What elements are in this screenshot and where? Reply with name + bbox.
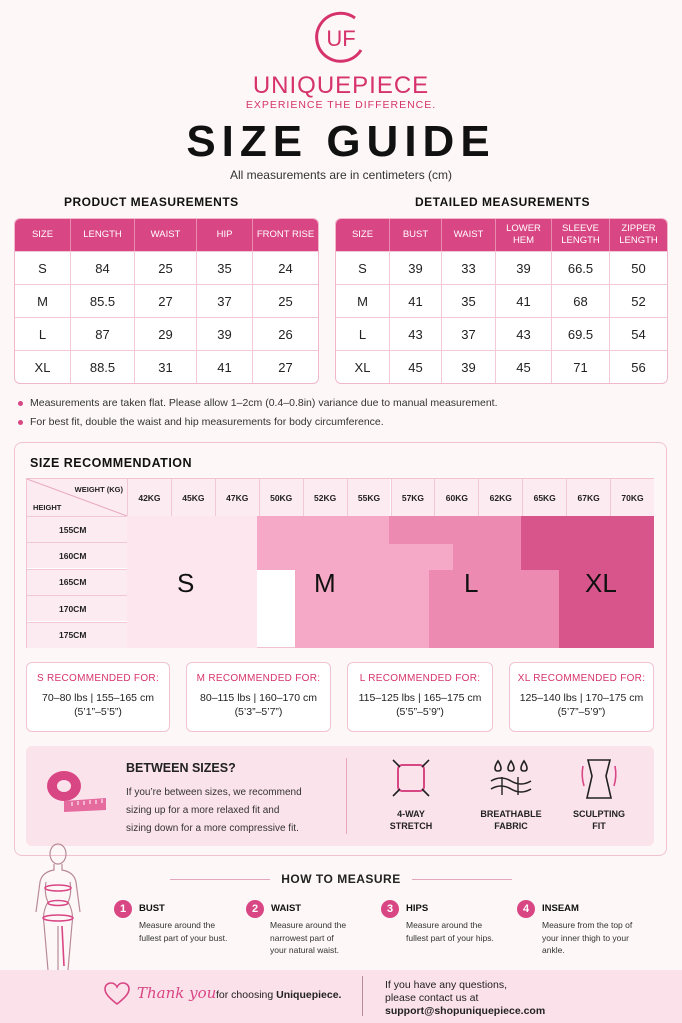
table-cell: 41 — [197, 350, 253, 383]
height-row-header: 170CM — [27, 595, 127, 621]
table-cell: 37 — [442, 317, 496, 350]
table-cell: 43 — [496, 317, 552, 350]
recommend-card-xl — [509, 662, 654, 732]
step-desc — [542, 919, 662, 957]
table-cell: 69.5 — [552, 317, 610, 350]
table-cell: 37 — [197, 284, 253, 317]
grid-corner — [27, 479, 127, 516]
size-label-l: L — [464, 568, 479, 598]
table-cell: 45 — [390, 350, 442, 383]
feature-line: BREATHABLE — [480, 809, 542, 819]
table-cell: 84 — [71, 251, 135, 284]
table-cell: 87 — [71, 317, 135, 350]
feature-line: STRETCH — [389, 821, 433, 831]
table-cell: 85.5 — [71, 284, 135, 317]
weight-column-header: 67KG — [566, 479, 610, 516]
table-row — [15, 317, 318, 350]
step-desc — [270, 919, 380, 957]
weight-column-header: 70KG — [610, 479, 654, 516]
table-cell: 50 — [610, 251, 667, 284]
table-cell: M — [336, 284, 390, 317]
weight-axis-label: WEIGHT (KG) — [74, 485, 123, 494]
note-fit — [18, 416, 384, 428]
zone-m-mid — [389, 544, 453, 570]
table-header: LENGTH — [71, 219, 135, 251]
table-header: HIP — [197, 219, 253, 251]
table-cell: 56 — [610, 350, 667, 383]
table-cell: 29 — [135, 317, 197, 350]
table-cell: 39 — [390, 251, 442, 284]
weight-column-header: 57KG — [391, 479, 435, 516]
table-cell: S — [15, 251, 71, 284]
brand-logo — [311, 10, 371, 66]
card-height: (5’3”–5’7”) — [234, 706, 283, 718]
step-desc-line: Measure around the — [406, 920, 483, 930]
zone-l-mid — [453, 544, 521, 570]
weight-column-header: 50KG — [259, 479, 303, 516]
table-cell: 71 — [552, 350, 610, 383]
card-height: (5’1”–5’5”) — [74, 706, 122, 718]
table-cell: XL — [336, 350, 390, 383]
table-cell: 39 — [496, 251, 552, 284]
note-flat — [18, 397, 498, 409]
table-cell: XL — [15, 350, 71, 383]
feature-sculpting — [566, 808, 632, 832]
table-row — [15, 251, 318, 284]
table-cell: L — [15, 317, 71, 350]
table-cell: L — [336, 317, 390, 350]
table-header: ZIPPER LENGTH — [610, 219, 667, 251]
card-title: S RECOMMENDED FOR: — [36, 673, 160, 684]
height-row-header: 160CM — [27, 542, 127, 568]
step-title-waist: WAIST — [271, 903, 302, 914]
table-cell: 41 — [390, 284, 442, 317]
recommend-card-m — [186, 662, 331, 732]
feature-stretch — [378, 808, 444, 832]
table-cell: 39 — [197, 317, 253, 350]
divider — [346, 758, 347, 834]
table-cell: 26 — [253, 317, 318, 350]
step-number: 1 — [114, 900, 132, 918]
support-email-link[interactable]: support@shopuniquepiece.com — [385, 1005, 546, 1017]
table-cell: 45 — [496, 350, 552, 383]
weight-column-header: 62KG — [478, 479, 522, 516]
size-label-m: M — [314, 568, 336, 598]
card-title: M RECOMMENDED FOR: — [196, 673, 321, 684]
heart-icon — [104, 982, 130, 1011]
table-cell: 27 — [253, 350, 318, 383]
table-header: LOWER HEM — [496, 219, 552, 251]
table-cell: 39 — [442, 350, 496, 383]
product-measurements-table — [14, 218, 319, 384]
size-label-s: S — [177, 568, 195, 598]
size-label-xl: XL — [585, 568, 617, 598]
card-range: 80–115 lbs | 160–170 cm — [200, 692, 317, 704]
page-title: SIZE GUIDE — [186, 117, 496, 166]
table-row — [15, 350, 318, 383]
body-figure-icon — [18, 842, 98, 975]
table-header: SIZE — [15, 219, 71, 251]
sculpting-icon — [580, 756, 618, 807]
weight-column-header: 52KG — [303, 479, 347, 516]
step-desc-line: your inner thigh to your — [542, 932, 629, 943]
table-row — [15, 284, 318, 317]
table-header: FRONT RISE — [253, 219, 318, 251]
step-desc-line: fullest part of your hips. — [406, 932, 494, 943]
height-axis-label: HEIGHT — [33, 503, 62, 512]
step-desc — [406, 919, 516, 944]
card-range: 125–140 lbs | 170–175 cm — [519, 692, 644, 704]
table-cell: 25 — [253, 284, 318, 317]
table-cell: 31 — [135, 350, 197, 383]
bullet-icon — [18, 420, 23, 425]
card-range: 115–125 lbs | 165–175 cm — [358, 692, 482, 704]
table-cell: 35 — [197, 251, 253, 284]
step-title-hips: HIPS — [406, 903, 429, 914]
step-desc-line: Measure from the top of — [542, 920, 633, 930]
step-desc — [139, 919, 249, 944]
brand-tagline: EXPERIENCE THE DIFFERENCE. — [245, 99, 437, 111]
table-cell: S — [336, 251, 390, 284]
brand-name: UNIQUEPIECE — [252, 72, 430, 99]
card-range: 70–80 lbs | 155–165 cm — [42, 692, 154, 704]
step-number: 3 — [381, 900, 399, 918]
table-cell: 33 — [442, 251, 496, 284]
divider — [362, 976, 363, 1016]
measuring-tape-icon — [44, 766, 110, 819]
card-height: (5’7”–5’9”) — [557, 706, 606, 718]
zone-xl-top — [521, 516, 654, 570]
how-to-measure-heading: HOW TO MEASURE — [281, 872, 401, 886]
weight-column-header: 55KG — [347, 479, 391, 516]
step-desc-line: Measure around the — [270, 920, 347, 930]
height-row-header: 165CM — [27, 569, 127, 595]
table-row — [336, 350, 667, 383]
table-row — [336, 284, 667, 317]
feature-line: 4-WAY — [397, 809, 425, 819]
stretch-icon — [390, 757, 432, 804]
feature-line: FIT — [592, 821, 606, 831]
logo-text: UF — [326, 26, 356, 51]
size-recommendation-heading: SIZE RECOMMENDATION — [30, 456, 193, 470]
table-cell: 25 — [135, 251, 197, 284]
feature-line: FABRIC — [494, 821, 528, 831]
bullet-icon — [18, 401, 23, 406]
contact-line: If you have any questions, — [385, 979, 507, 991]
table-cell: 43 — [390, 317, 442, 350]
contact-line: please contact us at — [385, 992, 479, 1004]
table-header: WAIST — [442, 219, 496, 251]
page-subtitle: All measurements are in centimeters (cm) — [229, 168, 453, 182]
zone-m-bottom — [295, 570, 389, 648]
step-title-inseam: INSEAM — [542, 903, 579, 914]
table-cell: 24 — [253, 251, 318, 284]
zone-m-edge — [389, 570, 429, 648]
contact-info — [385, 979, 545, 1018]
breathable-icon — [488, 757, 534, 804]
recommend-card-s — [26, 662, 170, 732]
detailed-measurements-table — [335, 218, 668, 384]
zone-m-top — [257, 516, 389, 570]
between-sizes-title: BETWEEN SIZES? — [126, 761, 236, 775]
card-title: L RECOMMENDED FOR: — [359, 673, 481, 684]
step-title-bust: BUST — [139, 903, 165, 914]
between-sizes-box — [26, 746, 654, 846]
step-desc-line: ankle. — [542, 945, 565, 955]
height-row-header: 155CM — [27, 516, 127, 542]
recommend-card-l — [347, 662, 493, 732]
feature-breathable — [476, 808, 546, 832]
footer-message — [216, 989, 341, 1001]
between-text-line: sizing down for a more compressive fit. — [126, 823, 299, 834]
weight-column-header: 47KG — [215, 479, 259, 516]
note-text: For best fit, double the waist and hip measurements for body circumference. — [30, 416, 384, 428]
footer-brand: Uniquepiece. — [276, 989, 342, 1001]
note-text: Measurements are taken flat. Please allow 1–2cm (0.4–0.8in) variance due to manual measurement. — [30, 397, 498, 409]
size-grid — [26, 478, 654, 648]
table-cell: 68 — [552, 284, 610, 317]
step-desc-line: your natural waist. — [270, 945, 339, 955]
footer-for-text: for choosing — [216, 989, 274, 1001]
table-header: SIZE — [336, 219, 390, 251]
step-desc-line: fullest part of your bust. — [139, 932, 228, 943]
zone-l-top — [389, 516, 521, 544]
weight-column-header: 42KG — [127, 479, 171, 516]
between-sizes-text — [126, 784, 302, 838]
step-desc-line: Measure around the — [139, 920, 216, 930]
table-header: BUST — [390, 219, 442, 251]
step-desc-line: narrowest part of — [270, 932, 334, 943]
card-title: XL RECOMMENDED FOR: — [517, 673, 646, 684]
table-cell: 35 — [442, 284, 496, 317]
table-row — [336, 317, 667, 350]
between-text-line: If you’re between sizes, we recommend — [126, 787, 302, 798]
height-row-header: 175CM — [27, 622, 127, 648]
product-measurements-heading: PRODUCT MEASUREMENTS — [64, 195, 239, 209]
table-cell: 88.5 — [71, 350, 135, 383]
zone-l-bottom — [429, 570, 559, 648]
weight-column-header: 60KG — [434, 479, 478, 516]
thank-you-text: Thank you — [137, 984, 217, 1002]
table-row — [336, 251, 667, 284]
table-cell: M — [15, 284, 71, 317]
table-header: WAIST — [135, 219, 197, 251]
weight-column-header: 65KG — [522, 479, 566, 516]
table-cell: 54 — [610, 317, 667, 350]
weight-column-header: 45KG — [171, 479, 215, 516]
detailed-measurements-heading: DETAILED MEASUREMENTS — [415, 195, 590, 209]
table-cell: 66.5 — [552, 251, 610, 284]
table-cell: 27 — [135, 284, 197, 317]
step-number: 4 — [517, 900, 535, 918]
table-cell: 52 — [610, 284, 667, 317]
table-header: SLEEVE LENGTH — [552, 219, 610, 251]
feature-line: SCULPTING — [572, 809, 625, 819]
card-height: (5’5”–5’9”) — [396, 706, 444, 718]
table-cell: 41 — [496, 284, 552, 317]
between-text-line: sizing up for a more relaxed fit and — [126, 805, 280, 816]
step-number: 2 — [246, 900, 264, 918]
